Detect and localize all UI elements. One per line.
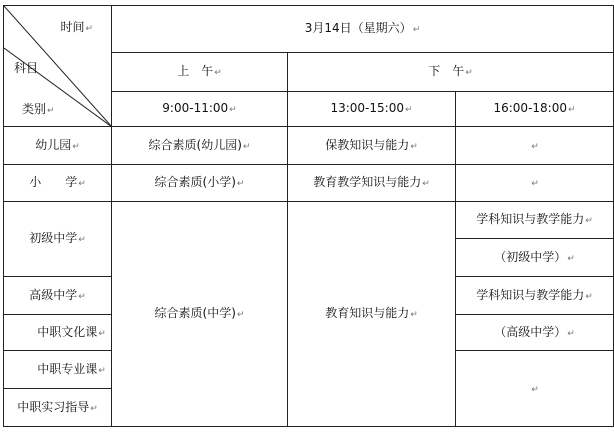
junior-slot-3-line-2: （初级中学）↵ [456, 239, 614, 277]
table-row-junior-a [4, 202, 614, 239]
slot-3-cell: 16:00-18:00↵ [456, 92, 614, 127]
afternoon-session-cell: 下 午↵ [288, 53, 614, 92]
category-kindergarten: 幼儿园↵ [4, 127, 112, 165]
secondary-slot-2: 教育知识与能力↵ [288, 202, 456, 427]
slot-1-cell: 9:00-11:00↵ [112, 92, 288, 127]
time-header-label: 时间↵ [60, 20, 93, 34]
junior-slot-3-line-1: 学科知识与教学能力↵ [456, 202, 614, 239]
header-row-date [4, 6, 614, 53]
kindergarten-slot-2: 保教知识与能力↵ [288, 127, 456, 165]
slot-2-cell: 13:00-15:00↵ [288, 92, 456, 127]
exam-schedule-table [3, 5, 614, 427]
category-header-label: 类别↵ [22, 102, 55, 116]
primary-slot-1: 综合素质(小学)↵ [112, 165, 288, 202]
table-row-kindergarten [4, 127, 614, 165]
category-primary: 小 学↵ [4, 165, 112, 202]
category-vocational-internship: 中职实习指导↵ [4, 389, 112, 427]
table-row-primary [4, 165, 614, 202]
vocational-slot-3: ↵ [456, 351, 614, 427]
subject-header-label: 科目 [14, 61, 39, 75]
kindergarten-slot-3: ↵ [456, 127, 614, 165]
header-diagonal-cell [4, 6, 112, 127]
primary-slot-2: 教育教学知识与能力↵ [288, 165, 456, 202]
senior-slot-3-line-2: （高级中学）↵ [456, 315, 614, 351]
primary-slot-3: ↵ [456, 165, 614, 202]
senior-slot-3-line-1: 学科知识与教学能力↵ [456, 277, 614, 315]
category-vocational-culture: 中职文化课↵ [4, 315, 112, 351]
kindergarten-slot-1: 综合素质(幼儿园)↵ [112, 127, 288, 165]
category-vocational-specialty: 中职专业课↵ [4, 351, 112, 389]
category-junior-high: 初级中学↵ [4, 202, 112, 277]
morning-session-cell: 上 午↵ [112, 53, 288, 92]
category-senior-high: 高级中学↵ [4, 277, 112, 315]
exam-date-cell: 3月14日（星期六）↵ [112, 6, 614, 53]
secondary-slot-1: 综合素质(中学)↵ [112, 202, 288, 427]
